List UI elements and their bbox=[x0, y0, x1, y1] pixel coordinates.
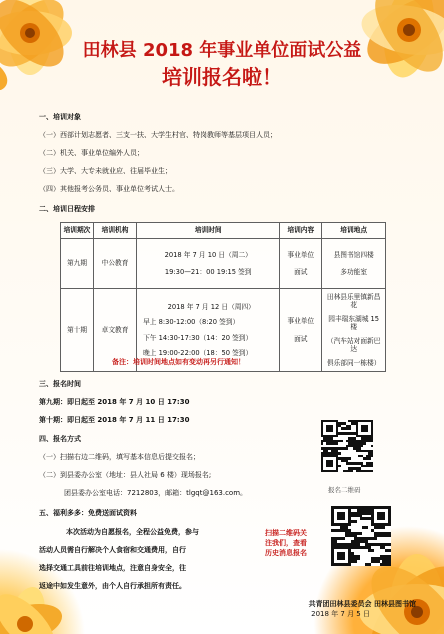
section-4-item-2: （二）到县委办公室（地址：县人社局 6 楼）现场报名; bbox=[39, 471, 212, 479]
section-5-line-2: 活动人员需自行解决个人食宿和交通费用，自行 bbox=[39, 546, 186, 554]
section-1-item-3: （三）大学、大专未就业应、往届毕业生； bbox=[39, 167, 172, 175]
footer-organizers: 共青团田林县委员会 田林县图书馆 bbox=[308, 600, 416, 608]
section-1-item-2: （二）机关、事业单位编外人员； bbox=[39, 149, 144, 157]
period-cell: 第十期 bbox=[61, 289, 94, 372]
location-line: 县图书馆四楼 bbox=[333, 251, 374, 259]
content-line: 事业单位 bbox=[287, 316, 315, 325]
section-2-heading: 二、培训日程安排 bbox=[39, 205, 95, 213]
content-cell bbox=[280, 289, 322, 372]
qr-follow-note bbox=[265, 528, 339, 558]
column-header-content: 培训内容 bbox=[280, 223, 322, 239]
location-line: 园丰瑞东湖城 15 楼 bbox=[328, 314, 380, 332]
section-3-heading: 三、报名时间 bbox=[39, 380, 81, 388]
time-line: 2018 年 7 月 12 日（周四） bbox=[167, 302, 255, 311]
content-line: 事业单位 bbox=[287, 251, 315, 259]
column-header-period: 培训期次 bbox=[61, 223, 94, 239]
column-header-time: 培训时间 bbox=[137, 223, 280, 239]
title-line-1: 田林县 2018 年事业单位面试公益 bbox=[82, 40, 362, 61]
location-line: （汽车站对面新巴达 bbox=[326, 336, 381, 354]
section-1-heading: 一、培训对象 bbox=[39, 113, 81, 121]
location-cell bbox=[322, 239, 386, 289]
time-line: 晚上 19:00-22:00（18：50 签到） bbox=[143, 349, 253, 357]
title-line-2: 培训报名啦！ bbox=[162, 65, 282, 89]
table-header-row bbox=[61, 223, 386, 239]
time-line: 早上 8:30-12:00（8:20 签到） bbox=[143, 318, 240, 326]
location-cell bbox=[322, 289, 386, 372]
section-3-item-1: 第九期：即日起至 2018 年 7 月 10 日 17:30 bbox=[39, 398, 190, 406]
signup-qr-code-icon[interactable] bbox=[321, 420, 373, 472]
content-line: 面试 bbox=[294, 267, 308, 276]
section-4-contact: 团县委办公室电话：7212803，邮箱：tlgqt@163.com。 bbox=[64, 489, 248, 497]
footer-date: 2018 年 7 月 5 日 bbox=[311, 610, 370, 618]
column-header-location: 培训地点 bbox=[322, 223, 386, 239]
content-line: 面试 bbox=[294, 335, 308, 343]
section-1-item-4: （四）其他报考公务员、事业单位考试人士。 bbox=[39, 185, 179, 193]
schedule-table bbox=[60, 222, 386, 372]
location-line: 多功能室 bbox=[340, 267, 368, 276]
location-line: 俱乐部同一栋楼） bbox=[326, 358, 381, 367]
qr-note-line: 注我们，查看 bbox=[265, 539, 307, 547]
time-line: 19:30—21：00 19:15 签到 bbox=[164, 267, 252, 276]
section-4-item-1: （一）扫描右边二维码，填写基本信息后提交报名； bbox=[39, 453, 200, 461]
org-cell: 卓文教育 bbox=[93, 289, 136, 372]
section-4-heading: 四、报名方式 bbox=[39, 435, 81, 443]
section-5-line-3: 选择交通工具前往培训地点，注意自身安全，往 bbox=[39, 564, 186, 572]
time-cell bbox=[137, 239, 280, 289]
footer bbox=[0, 599, 444, 619]
table-row bbox=[61, 239, 386, 289]
period-cell: 第九期 bbox=[61, 239, 94, 289]
section-1-item-1: （一）西部计划志愿者、三支一扶、大学生村官、特岗教师等基层项目人员； bbox=[39, 131, 277, 139]
time-line: 下午 14:30-17:30（14：20 签到） bbox=[143, 333, 253, 342]
section-3-item-2: 第十期：即日起至 2018 年 7 月 11 日 17:30 bbox=[39, 416, 190, 424]
section-5-line-1: 本次活动为自愿报名，全程公益免费，参与 bbox=[66, 528, 199, 536]
section-5-heading: 五、福利多多：免费送面试资料 bbox=[39, 509, 137, 517]
follow-qr-code-icon[interactable] bbox=[331, 506, 391, 566]
qr-caption: 报名二维码 bbox=[328, 486, 361, 494]
section-5-line-4: 返途中如发生意外，由个人自行承担所有责任。 bbox=[39, 582, 186, 590]
location-line: 田林县乐里镇新昌花 bbox=[326, 292, 381, 310]
poster-title bbox=[0, 39, 444, 92]
qr-note-line: 历史消息报名 bbox=[265, 549, 307, 557]
content-cell bbox=[280, 239, 322, 289]
qr-note-line: 扫描二维码关 bbox=[265, 529, 307, 537]
org-cell: 中公教育 bbox=[93, 239, 136, 289]
schedule-notice: 备注：培训时间地点如有变动再另行通知！ bbox=[112, 358, 245, 366]
column-header-org: 培训机构 bbox=[93, 223, 136, 239]
time-line: 2018 年 7 月 10 日（周二） bbox=[164, 251, 252, 259]
